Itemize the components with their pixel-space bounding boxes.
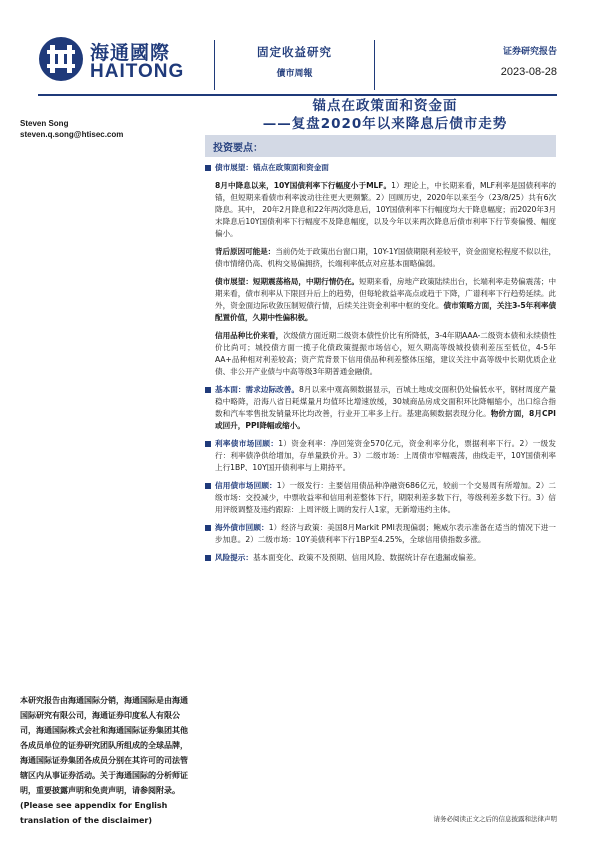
- outlook-title: 债市展望：锚点在政策面和资金面: [205, 162, 556, 174]
- report-date: 2023-08-28: [500, 66, 557, 78]
- section-fundamentals: 基本面：需求边际改善。8月以来中观高频数据显示，百城土地成交面积仍处偏低水平，钢材周度产量稳中略降，沿海八省日耗煤量月均值环比增速放缓，30城商品房成交面积环比降幅缩小，出口综合指数和汽车零售批发销量环比均改善，行业开工率多上行。基建高频数据表现分化。物价方面，8月CPI或回升，PPI降幅或缩小。: [205, 384, 556, 432]
- report-subtitle: ——复盘2020年以来降息后债市走势: [262, 116, 508, 132]
- footer-note: 请务必阅读正文之后的信息披露和法律声明: [433, 815, 557, 823]
- paragraph-3: 债市展望：短期震荡格局，中期行情仍在。短期来看，房地产政策陆续出台，长端利率走势偏震荡；中期来看，债市利率从下限回升后上的趋势，但每轮救益率高点或趋于下降，广谱利率下行趋势延续。此外，资金面边际收敛压制短债行情，后续关注资金利率中枢的变化。债市策略方面，关注3-5年利率债配置价值，久期中性偏积极。: [215, 277, 556, 322]
- header-divider-right: [374, 40, 375, 90]
- bullet-square-icon: [205, 441, 211, 447]
- report-type: 证券研究报告: [502, 47, 557, 57]
- section-rates-review: 利率债市场回顾：1）资金利率：净回笼资金570亿元，资金利率分化，票据利率下行。2）一级发行：利率债净供给增加，存单量跌价升。3）二级市场：上周债市窄幅震荡，曲线走平，10Y国债利率上行1BP、10Y国开债利率与上期持平。: [205, 438, 556, 474]
- paragraph-2: 背后原因可能是：当前仍处于政策出台窗口期，10Y-1Y国债期限利差较平，资金面宽松程度不似以往，债市情绪仍高、机构交易偏拥挤，长端利率低点对应基本面略偏弱。: [215, 247, 556, 268]
- haitong-logo: [38, 36, 198, 82]
- bullet-square-icon: [205, 525, 211, 531]
- bullet-square-icon: [205, 387, 211, 393]
- paragraph-4: 信用品种比价来看，次级债方面近期二级资本债性价比有所降低，3-4年期AAA-二级资本债和永续债性价比尚可；城投债方面一揽子化债政策提振市场信心，短久期高等级城投债利差压至低位，4-5年AA+品种相对利差较高；资产荒背景下信用债品种利差整体压缩，建议关注中高等级中长期优质企业债、非公开产业债与中高等级3年期普通金融债。: [215, 331, 556, 376]
- key-points-body: [205, 162, 556, 564]
- logo-text-en: HAITONG: [90, 61, 185, 82]
- key-points-header: [205, 135, 556, 157]
- bullet-square-icon: [205, 165, 211, 171]
- haitong-logo-icon: [38, 36, 84, 82]
- key-points-heading: 投资要点：: [213, 143, 263, 154]
- disclaimer: 本研究报告由海通国际分销，海通国际是由海通国际研究有限公司，海通证券印度私人有限公司，海通国际株式会社和海通国际证券集团其他各成员单位的证券研究团队所组成的全球品牌，海通国际证券集团各成员分别在其许可的司法管辖区内从事证券活动。关于海通国际的分析师证明，重要披露声明和免责声明，请参阅附录。(Please see appendix for English translation of the disclaimer): [20, 696, 188, 825]
- bullet-square-icon: [205, 483, 211, 489]
- logo-text-cn: 海通國際: [90, 42, 171, 64]
- report-subcategory: 債市周報: [276, 69, 313, 79]
- report-title: 锚点在政策面和资金面: [312, 98, 458, 114]
- report-category: 固定收益研究: [257, 45, 332, 59]
- bullet-square-icon: [205, 555, 211, 561]
- author-email[interactable]: steven.q.song@htisec.com: [20, 130, 124, 139]
- section-risk: 风险提示：基本面变化、政策不及预期、信用风险、数据统计存在遗漏或偏差。: [205, 552, 556, 564]
- paragraph-1: 8月中降息以来，10Y国债利率下行幅度小于MLF。1）理论上，中长期来看，MLF利率是国债利率的锚，但短期来看债市利率波动往往更大更频繁。2）回顾历史，2020年以来至今（23/8/25）共有6次降息。其中， 20年2月降息和22年两次降息后，10Y国债利率下行幅度均大于降息幅度；而2020年3月末降息后10Y国债利率下行幅度不及降息幅度，以及今年以来两次降息后债市利率下行节奏偏慢、幅度偏小。: [215, 181, 556, 238]
- section-credit-review: 信用债市场回顾：1）一级发行：主要信用债品种净融资686亿元，较前一个交易周有所增加。2）二级市场：交投减少，中票收益率和信用利差整体下行，期限利差多数下行，等级利差多数下行。3）信用评级调整及违约跟踪：上周评级上调的发行人1家，无新增违约主体。: [205, 480, 556, 516]
- section-overseas-review: 海外债市回顾：1）经济与政策：美国8月Markit PMI表现偏弱；鲍威尔表示准备在适当的情况下进一步加息。2）二级市场：10Y美债利率下行1BP至4.25%，全球信用债指数多涨。: [205, 522, 556, 546]
- author-name: Steven Song: [20, 119, 69, 128]
